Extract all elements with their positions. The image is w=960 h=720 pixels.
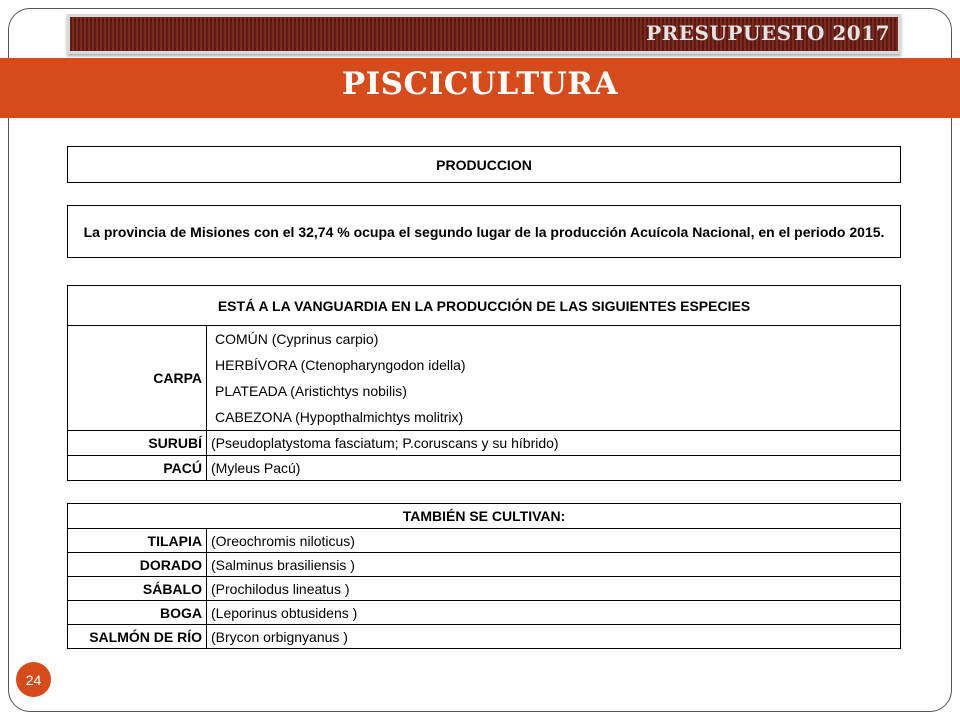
banner-title: PRESUPUESTO 2017: [646, 21, 890, 45]
table-row: [68, 577, 901, 601]
produccion-text: La provincia de Misiones con el 32,74 % ocupa el segundo lugar de la producción Acuícola Nacional, en el periodo 2015.: [68, 206, 901, 258]
carpa-type: PLATEADA (Aristichtys nobilis): [215, 383, 407, 399]
vanguardia-title: ESTÁ A LA VANGUARDIA EN LA PRODUCCIÓN DE LAS SIGUIENTES ESPECIES: [68, 286, 901, 326]
species-label: SÁBALO: [68, 577, 207, 601]
produccion-text-table: [67, 205, 901, 258]
carpa-type: COMÚN (Cyprinus carpio): [215, 331, 379, 347]
species-label: DORADO: [68, 553, 207, 577]
page-title: PISCICULTURA: [341, 66, 619, 102]
species-label: TILAPIA: [68, 529, 207, 553]
table-row: [68, 529, 901, 553]
species-value: (Salminus brasiliensis ): [207, 553, 901, 577]
vanguardia-table: [67, 285, 901, 481]
page-number: 24: [25, 671, 42, 688]
table-row: [68, 326, 901, 431]
species-label: BOGA: [68, 601, 207, 625]
species-value: (Brycon orbignyanus ): [207, 625, 901, 649]
tambien-table: [67, 503, 901, 649]
carpa-type: HERBÍVORA (Ctenopharyngodon idella): [215, 357, 466, 373]
table-row: [68, 431, 901, 456]
title-bar: [0, 58, 960, 118]
species-value: (Prochilodus lineatus ): [207, 577, 901, 601]
species-label: PACÚ: [68, 456, 207, 481]
table-row: [68, 456, 901, 481]
carpa-label: CARPA: [68, 326, 207, 431]
produccion-header-table: [67, 146, 901, 183]
species-value: (Myleus Pacú): [207, 456, 901, 481]
carpa-types: [207, 326, 901, 431]
table-row: [68, 553, 901, 577]
species-value: (Pseudoplatystoma fasciatum; P.coruscans y su híbrido): [207, 431, 901, 456]
species-label: SURUBÍ: [68, 431, 207, 456]
species-value: (Oreochromis niloticus): [207, 529, 901, 553]
header-banner: [67, 14, 901, 54]
table-row: [68, 601, 901, 625]
page-number-badge: [16, 662, 51, 697]
produccion-title: PRODUCCION: [68, 147, 901, 183]
table-row: [68, 625, 901, 649]
tambien-title: TAMBIÉN SE CULTIVAN:: [68, 504, 901, 529]
species-label: SALMÓN DE RÍO: [68, 625, 207, 649]
carpa-type: CABEZONA (Hypopthalmichtys molitrix): [215, 409, 464, 425]
species-value: (Leporinus obtusidens ): [207, 601, 901, 625]
